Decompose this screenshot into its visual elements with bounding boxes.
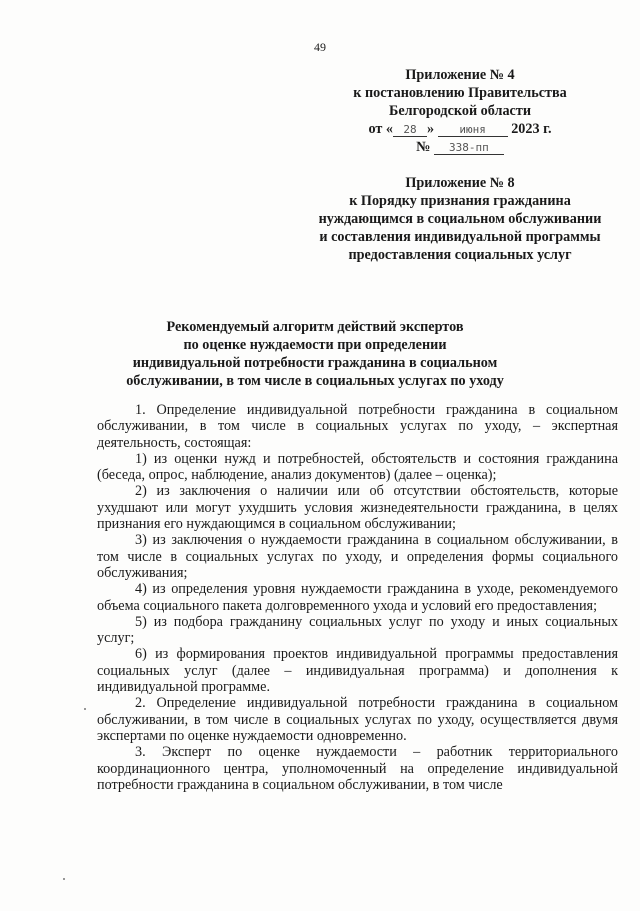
paragraph-3: 3. Эксперт по оценке нуждаемости – работник территориального координационного центра, уполномоченный на определение индивидуальной потребности гражданина в социальном обслуживании, в том числе [97,744,618,793]
appendix-8-line-2: к Порядку признания гражданина [349,193,571,209]
title-line-1: Рекомендуемый алгоритм действий экспертов [166,319,464,335]
paragraph-1-item-1: 1) из оценки нужд и потребностей, обстоятельств и состояния гражданина (беседа, опрос, наблюдение, анализ документов) (далее – оценка); [97,450,618,484]
paragraph-1-item-5: 5) из подбора гражданину социальных услуг по уходу и иных социальных услуг; [97,613,618,647]
date-day: 28 [393,123,427,137]
scan-speck [84,708,86,710]
appendix-4-number-line [300,138,620,156]
number-prefix: № [416,139,431,155]
paragraph-1-item-4: 4) из определения уровня нуждаемости гражданина в уходе, рекомендуемого объема социального пакета долговременного ухода и условий его предоставления; [97,581,618,614]
paragraph-1-item-2: 2) из заключения о наличии или об отсутствии обстоятельств, которые ухудшают или могут ухудшить условия жизнедеятельности гражданина, в целях признания его нуждающимся в социальном обслуживании; [97,483,618,533]
appendix-8-line-3: нуждающимся в социальном обслуживании [318,211,602,227]
appendix-4-title: Приложение № 4 [405,67,515,83]
scan-speck [63,878,65,880]
title-line-3: индивидуальной потребности гражданина в социальном [132,355,498,371]
date-prefix: от « [368,121,394,137]
title-line-4: обслуживании, в том числе в социальных услугах по уходу [126,373,504,389]
appendix-4-date-line [300,120,620,138]
document-title [110,318,520,390]
body-text [97,402,618,793]
appendix-8-line-4: и составления индивидуальной программы [319,229,601,245]
paragraph-1-item-6: 6) из формирования проектов индивидуальной программы предоставления социальных услуг (далее – индивидуальная программа) и дополнения к индивидуальной программе. [97,646,618,696]
date-month: июня [438,123,508,137]
paragraph-2: 2. Определение индивидуальной потребности гражданина в социальном обслуживании, в том числе в социальных услугах по уходу, осуществляется двумя экспертами по оценке нуждаемости одновременно. [97,695,618,744]
title-line-2: по оценке нуждаемости при определении [183,337,447,353]
document-number: 338-пп [434,141,504,155]
date-mid: » [427,121,435,137]
appendix-4-header [300,66,620,156]
paragraph-1: 1. Определение индивидуальной потребности гражданина в социальном обслуживании, в том числе в социальных услугах по уходу, – экспертная деятельность, состоящая: [97,402,618,451]
date-year: 2023 г. [511,121,552,137]
appendix-8-title: Приложение № 8 [405,175,515,191]
appendix-4-region-line: Белгородской области [389,103,531,119]
appendix-8-line-5: предоставления социальных услуг [348,247,572,263]
page-number: 49 [314,40,326,54]
paragraph-1-item-3: 3) из заключения о нуждаемости гражданина в социальном обслуживании, в том числе в социальных услугах по уходу, и определения формы социального обслуживания; [97,532,618,581]
appendix-4-ref-line: к постановлению Правительства [353,85,567,101]
appendix-8-header [300,174,620,264]
